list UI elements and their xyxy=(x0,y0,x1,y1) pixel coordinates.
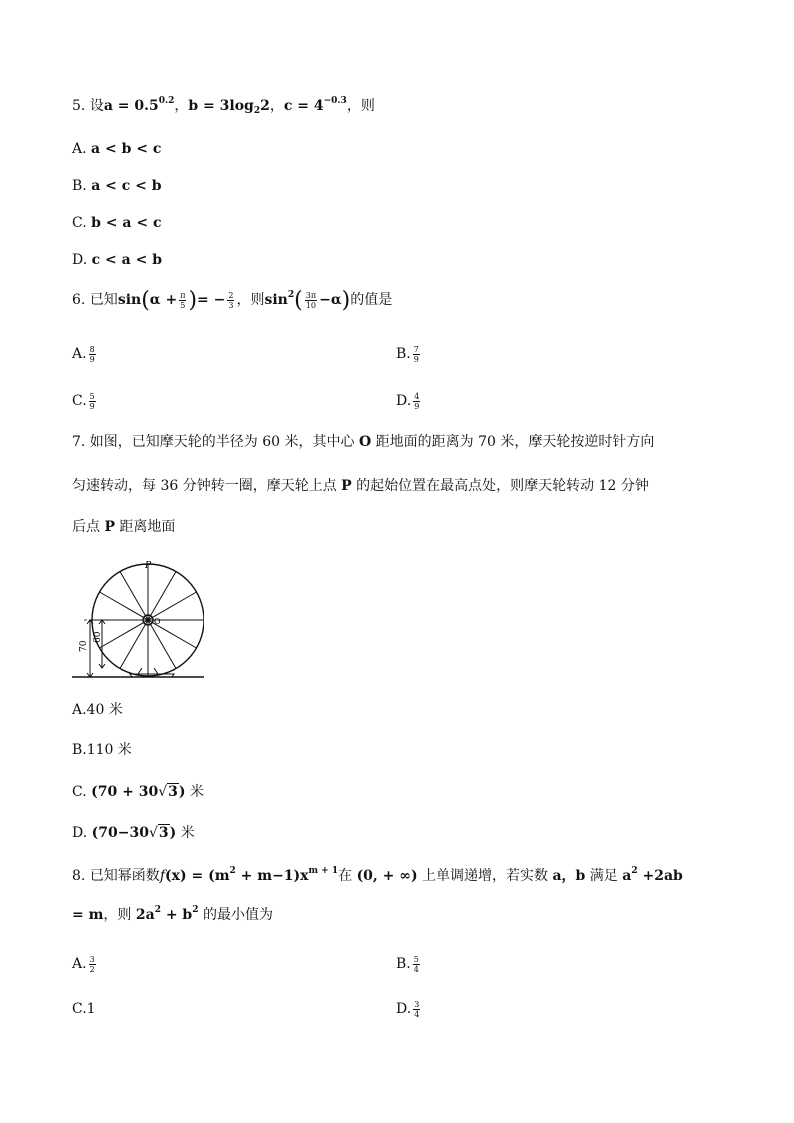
q7-option-c[interactable]: C. (70 + 30√3) 米 xyxy=(72,784,204,800)
q8-option-a[interactable] xyxy=(72,954,98,974)
option-label: D. xyxy=(72,252,88,268)
option-radicand: 3 xyxy=(168,784,178,800)
q6-pi-over-5: $\frac{\pi}{5}$ xyxy=(180,290,186,310)
option-fraction: $\frac{8}{9}$ xyxy=(89,344,95,364)
option-label: B. xyxy=(396,956,411,972)
q5-sep1: ， xyxy=(174,98,189,114)
option-label: B. xyxy=(72,178,87,194)
option-expression: (70 + 30 xyxy=(91,784,159,800)
option-label: A. xyxy=(72,956,87,972)
q7-stem-line-2: 匀速转动，每 36 分钟转一圈，摩天轮上点 P 的起始位置在最高点处，则摩天轮转动 12 分钟 xyxy=(72,478,649,494)
q5-b-tail: 2 xyxy=(260,98,270,114)
option-text: a < c < b xyxy=(91,178,162,194)
q6-option-a[interactable] xyxy=(72,344,98,364)
q8-option-c[interactable] xyxy=(72,999,96,1019)
option-text: a < b < c xyxy=(91,141,162,157)
option-text: c < a < b xyxy=(91,252,162,268)
q5-stem xyxy=(72,96,375,116)
q5-a-exp: 0.2 xyxy=(158,96,175,106)
q7-option-d[interactable]: D. (70−30√3) 米 xyxy=(72,825,195,841)
point-p-label: P xyxy=(145,561,152,571)
q5-option-c[interactable] xyxy=(72,213,161,233)
q6-minus-alpha: −α xyxy=(319,292,342,308)
q6-alpha-plus: α + xyxy=(149,292,178,308)
q5-sep2: ， xyxy=(269,98,284,114)
option-fraction: $\frac{4}{9}$ xyxy=(414,391,420,411)
q7-stem-line-1: 7. 如图，已知摩天轮的半径为 60 米，其中心 O 距地面的距离为 70 米，摩天轮按逆时针方向 xyxy=(72,434,655,450)
q6-option-b[interactable] xyxy=(396,344,422,364)
center-o-label: O xyxy=(154,617,161,626)
q5-c-exp: −0.3 xyxy=(323,96,347,106)
q5-c-def: c = 4 xyxy=(283,98,324,114)
height-70-label: 70 xyxy=(79,640,89,652)
option-label: C. xyxy=(72,393,87,409)
q5-option-d[interactable] xyxy=(72,250,162,270)
q8-option-d[interactable] xyxy=(396,999,422,1019)
option-radicand: 3 xyxy=(158,825,169,841)
q8-stem-line-2: = m，则 $2a^2 + b^2$ 的最小值为 xyxy=(72,905,273,923)
ferris-wheel-figure xyxy=(72,558,204,680)
q6-sin1: sin xyxy=(117,292,142,308)
option-label: D. xyxy=(396,393,412,409)
option-label: A. xyxy=(72,141,87,157)
q5-word: 设 xyxy=(89,98,104,114)
option-fraction: $\frac{5}{4}$ xyxy=(413,954,419,974)
q7-option-a[interactable] xyxy=(72,700,123,720)
q5-tail: ，则 xyxy=(346,98,375,114)
q6-sq: 2 xyxy=(287,290,295,300)
q5-b-sub: 2 xyxy=(253,106,261,116)
q5-a-def: a = 0.5 xyxy=(103,98,159,114)
option-expression: (70−30 xyxy=(91,825,149,841)
option-text: B.110 米 xyxy=(72,742,132,758)
q6-option-c[interactable] xyxy=(72,391,98,411)
q8-option-b[interactable] xyxy=(396,954,422,974)
option-label: C. xyxy=(72,215,87,231)
q6-two-thirds: $\frac{2}{3}$ xyxy=(228,290,234,310)
q6-mid: ，则 xyxy=(236,292,265,308)
option-label: B. xyxy=(396,346,411,362)
ferris-wheel-drawing xyxy=(72,564,204,677)
q6-number: 6. xyxy=(72,292,86,308)
q6-stem: 6. 已知sin(α + $\frac{\pi}{5}$ )= − $\frac{2}{3}$ ，则$\sin^2$( $\frac{3\pi}{10}$ −α)的值是 xyxy=(72,288,393,313)
q5-option-b[interactable] xyxy=(72,176,162,196)
q6-sin2: sin xyxy=(264,292,288,308)
q8-number: 8. xyxy=(72,868,86,884)
q5-number: 5. xyxy=(72,98,86,114)
option-fraction: $\frac{5}{9}$ xyxy=(89,391,95,411)
option-text: C.1 xyxy=(72,1001,96,1017)
q5-b-def: b = 3log xyxy=(188,98,254,114)
radius-60-label: 60 xyxy=(93,631,103,643)
q6-3pi-over-10: $\frac{3\pi}{10}$ xyxy=(305,290,317,310)
q7-option-b[interactable] xyxy=(72,740,132,760)
q7-stem-line-3: 后点 P 距离地面 xyxy=(72,519,176,535)
option-text: b < a < c xyxy=(91,215,162,231)
q6-eq: = − xyxy=(197,292,226,308)
q5-option-a[interactable] xyxy=(72,139,161,159)
q6-pre: 已知 xyxy=(89,292,118,308)
option-label: C. xyxy=(72,784,87,800)
option-text: A.40 米 xyxy=(72,702,123,718)
q8-stem-line-1: 8. 已知幂函数$f(x) = (m^2 + m-1)x^{m + 1}$在 (0, + ∞) 上单调递增，若实数 a，b 满足 $a^2 +2ab$ xyxy=(72,866,683,884)
option-label: D. xyxy=(72,825,88,841)
option-fraction: $\frac{3}{2}$ xyxy=(89,954,95,974)
q6-tail: 的值是 xyxy=(350,292,393,308)
option-fraction: $\frac{7}{9}$ xyxy=(413,344,419,364)
option-label: D. xyxy=(396,1001,412,1017)
option-label: A. xyxy=(72,346,87,362)
q6-option-d[interactable] xyxy=(396,391,422,411)
option-fraction: $\frac{3}{4}$ xyxy=(414,999,420,1019)
